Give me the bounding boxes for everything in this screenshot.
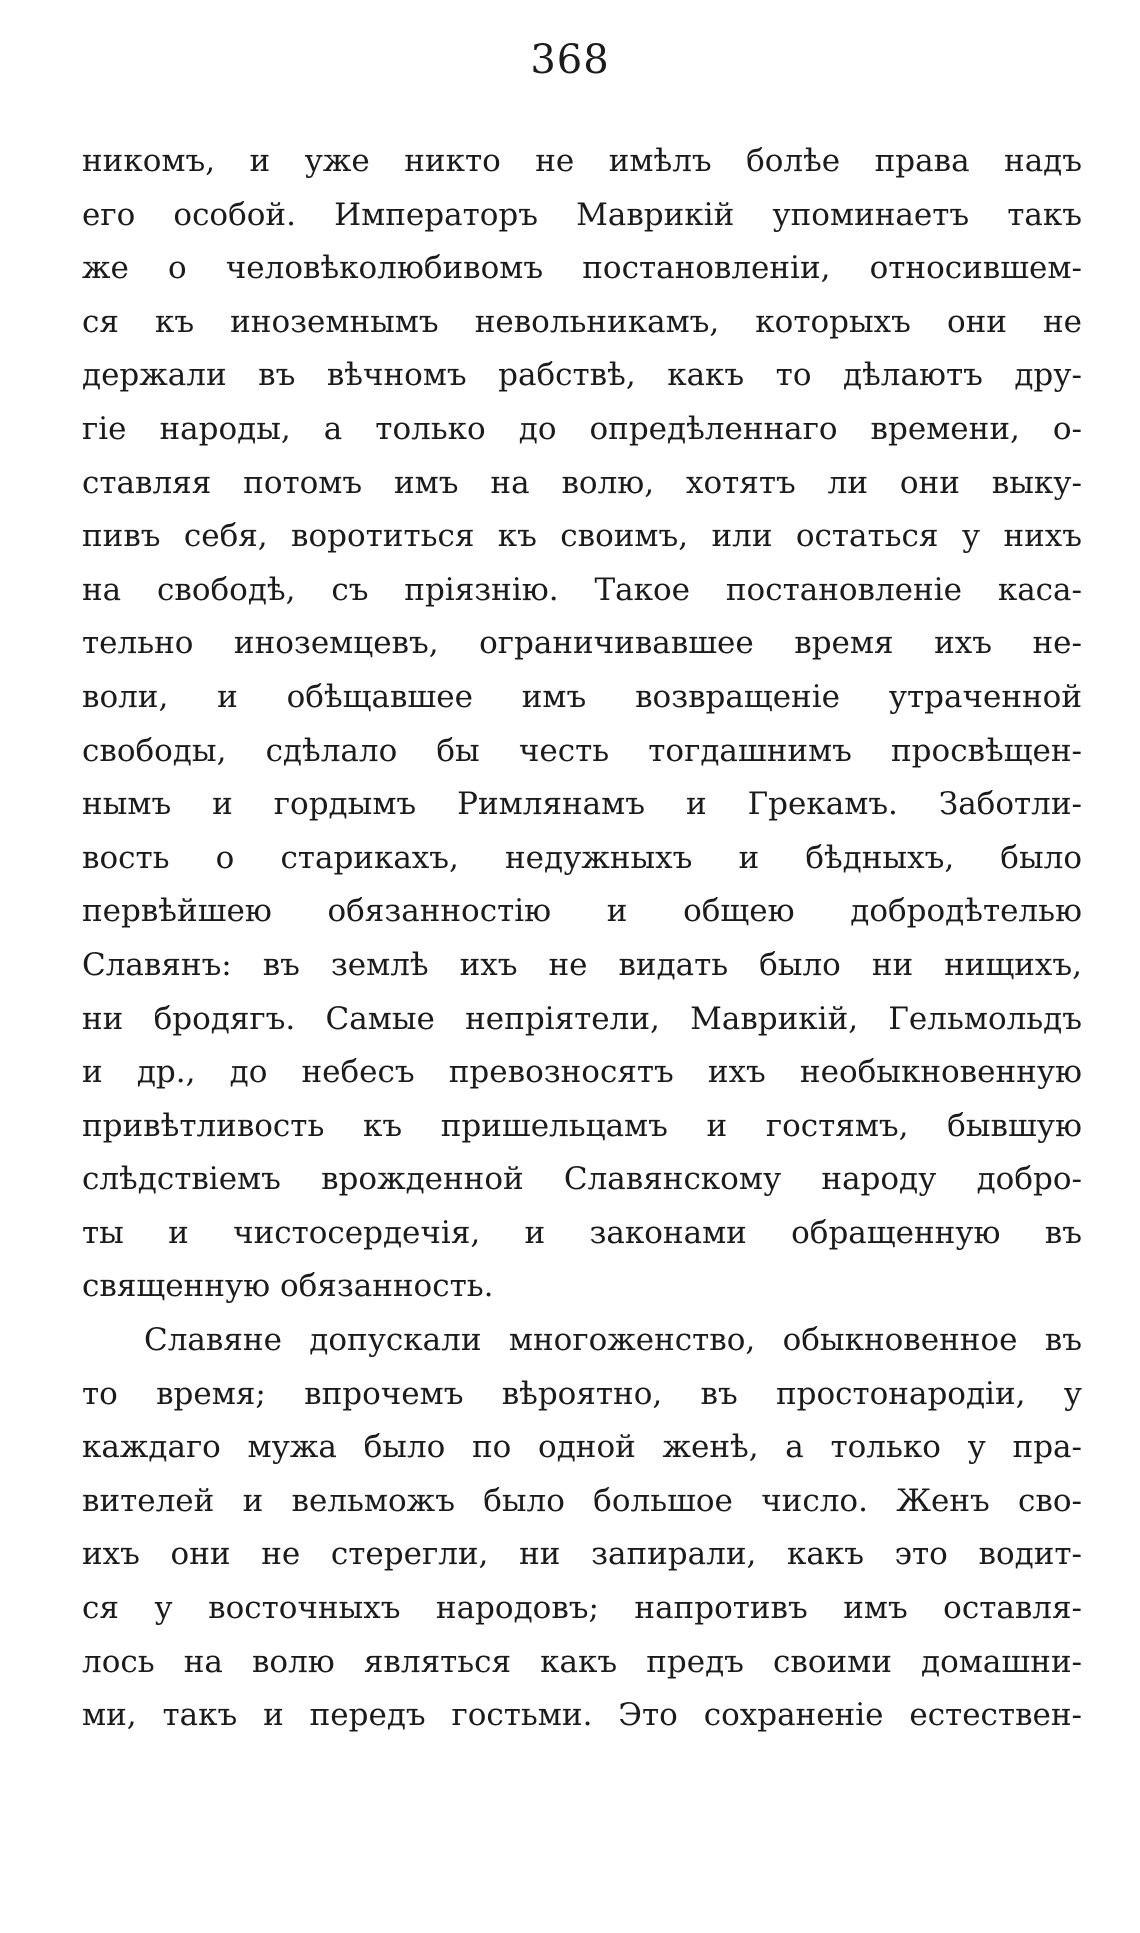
text-line: же о человѣколюбивомъ постановленіи, относившем-	[82, 250, 1082, 287]
text-line: гіе народы, а только до опредѣленнаго времени, о-	[82, 410, 1082, 447]
body-text	[82, 135, 1082, 1743]
text-line: вителей и вельможъ было большое число. Женъ сво-	[82, 1482, 1082, 1519]
text-line: и др., до небесъ превозносятъ ихъ необыкновенную	[82, 1054, 1082, 1091]
text-line: никомъ, и уже никто не имѣлъ болѣе права надъ	[82, 143, 1082, 179]
text-line: Славянъ: въ землѣ ихъ не видать было ни нищихъ,	[82, 946, 1082, 983]
text-line: на свободѣ, съ пріязнію. Такое постановленіе каса-	[82, 571, 1082, 608]
text-line: ся у восточныхъ народовъ; напротивъ имъ оставля-	[82, 1590, 1082, 1627]
text-line: первѣйшею обязанностію и общею добродѣтелью	[82, 893, 1082, 930]
text-line: тельно иноземцевъ, ограничивавшее время ихъ не-	[82, 625, 1082, 662]
text-line: лось на волю являться какъ предъ своими домашни-	[82, 1643, 1082, 1680]
text-line: вость о старикахъ, недужныхъ и бѣдныхъ, было	[82, 839, 1082, 876]
text-line: пивъ себя, воротиться къ своимъ, или остаться у нихъ	[82, 518, 1082, 555]
page-number: 368	[530, 37, 610, 83]
text-line: его особой. Императоръ Маврикій упоминаетъ такъ	[82, 196, 1082, 233]
text-line: ставляя потомъ имъ на волю, хотятъ ли они выку-	[82, 464, 1082, 501]
text-line: священную обязанность.	[82, 1268, 494, 1305]
text-line: ми, такъ и передъ гостьми. Это сохраненіе естествен-	[82, 1697, 1082, 1734]
text-line: то время; впрочемъ вѣроятно, въ простонародіи, у	[82, 1375, 1082, 1412]
text-line: каждаго мужа было по одной женѣ, а только у пра-	[82, 1429, 1082, 1466]
text-line: ты и чистосердечія, и законами обращенную въ	[82, 1214, 1082, 1251]
paragraph	[82, 135, 1082, 1314]
text-line: ни бродягъ. Самые непріятели, Маврикій, Гельмольдъ	[82, 1000, 1082, 1037]
text-line: нымъ и гордымъ Римлянамъ и Грекамъ. Заботли-	[82, 786, 1082, 823]
text-line: Славяне допускали многоженство, обыкновенное въ	[144, 1322, 1082, 1359]
text-line: слѣдствіемъ врожденной Славянскому народу добро-	[82, 1161, 1082, 1198]
text-line: свободы, сдѣлало бы честь тогдашнимъ просвѣщен-	[82, 732, 1082, 769]
text-line: привѣтливость къ пришельцамъ и гостямъ, бывшую	[82, 1107, 1082, 1144]
text-line: держали въ вѣчномъ рабствѣ, какъ то дѣлаютъ дру-	[82, 357, 1082, 394]
text-line: ся къ иноземнымъ невольникамъ, которыхъ они не	[82, 303, 1082, 340]
text-line: воли, и обѣщавшее имъ возвращеніе утраченной	[82, 678, 1082, 715]
text-line: ихъ они не стерегли, ни запирали, какъ это водит-	[82, 1536, 1082, 1573]
paragraph	[82, 1314, 1082, 1743]
